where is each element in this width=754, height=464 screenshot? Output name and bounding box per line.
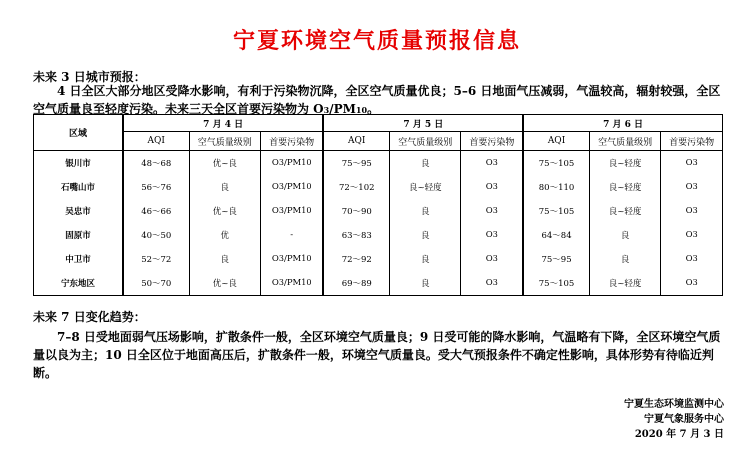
level-cell: 优~良 <box>189 199 260 223</box>
col-level-3: 空气质量级别 <box>589 132 660 151</box>
table-row <box>34 271 723 296</box>
pollutant-cell: O3/PM10 <box>260 151 323 176</box>
pollutant-cell: O3/PM10 <box>260 175 323 199</box>
aqi-cell: 75～105 <box>523 271 589 296</box>
trend-paragraph: 7–8 日受地面弱气压场影响，扩散条件一般，全区环境空气质量良；9 日受可能的降水影响，气温略有下降，全区环境空气质量以良为主；10 日全区位于地面高压后，扩散条件一般，环境空气质量良。受大气预报条件不确定性影响，具体形势有待临近判断。 <box>33 330 721 380</box>
aqi-forecast-table <box>33 114 723 296</box>
level-cell: 良 <box>589 247 660 271</box>
pollutant-cell: O3 <box>661 271 723 296</box>
footer <box>624 397 724 442</box>
aqi-cell: 64～84 <box>523 223 589 247</box>
col-pollutant-2: 首要污染物 <box>461 132 523 151</box>
aqi-cell: 63～83 <box>323 223 389 247</box>
pollutant-cell: O3 <box>661 247 723 271</box>
region-cell: 吴忠市 <box>34 199 123 223</box>
aqi-cell: 75～105 <box>523 199 589 223</box>
table-row <box>34 223 723 247</box>
table-row <box>34 175 723 199</box>
pollutant-cell: O3/PM10 <box>260 199 323 223</box>
aqi-cell: 69～89 <box>323 271 389 296</box>
aqi-cell: 56～76 <box>123 175 189 199</box>
aqi-cell: 48～68 <box>123 151 189 176</box>
level-cell: 良~轻度 <box>589 199 660 223</box>
level-cell: 优 <box>189 223 260 247</box>
region-cell: 中卫市 <box>34 247 123 271</box>
level-cell: 良 <box>390 247 461 271</box>
pollutant-cell: O3 <box>661 175 723 199</box>
page-title: 宁夏环境空气质量预报信息 <box>232 28 521 54</box>
level-cell: 良 <box>189 247 260 271</box>
pollutant-cell: O3 <box>661 223 723 247</box>
col-level-1: 空气质量级别 <box>189 132 260 151</box>
level-cell: 良 <box>189 175 260 199</box>
level-cell: 良 <box>390 271 461 296</box>
table-row <box>34 151 723 176</box>
aqi-cell: 70～90 <box>323 199 389 223</box>
aqi-cell: 75～95 <box>323 151 389 176</box>
region-cell: 银川市 <box>34 151 123 176</box>
org-monitoring-center: 宁夏生态环境监测中心 <box>624 399 724 410</box>
level-cell: 良 <box>390 199 461 223</box>
region-cell: 固原市 <box>34 223 123 247</box>
level-cell: 良~轻度 <box>589 175 660 199</box>
table-row <box>34 199 723 223</box>
aqi-cell: 50～70 <box>123 271 189 296</box>
col-aqi-1: AQI <box>123 132 189 151</box>
pollutant-cell: O3 <box>461 223 523 247</box>
issue-date: 2020 年 7 月 3 日 <box>634 429 724 440</box>
pollutant-cell: - <box>260 223 323 247</box>
aqi-cell: 40～50 <box>123 223 189 247</box>
pollutant-cell: O3 <box>661 199 723 223</box>
aqi-cell: 80～110 <box>523 175 589 199</box>
table-row <box>34 247 723 271</box>
pollutant-cell: O3 <box>461 247 523 271</box>
level-cell: 优~良 <box>189 271 260 296</box>
level-cell: 良~轻度 <box>589 151 660 176</box>
pollutant-cell: O3/PM10 <box>260 247 323 271</box>
region-cell: 宁东地区 <box>34 271 123 296</box>
level-cell: 良~轻度 <box>390 175 461 199</box>
region-header: 区域 <box>34 115 123 151</box>
col-pollutant-3: 首要污染物 <box>661 132 723 151</box>
forecast-text: 4 日全区大部分地区受降水影响，有利于污染物沉降，全区空气质量优良；5–6 日地面气压减弱，气温较高，辐射较强，全区空气质量良至轻度污染。未来三天全区首要污染物为 O <box>33 84 721 116</box>
date-header-1: 7 月 4 日 <box>123 115 324 132</box>
aqi-cell: 52～72 <box>123 247 189 271</box>
level-cell: 优~良 <box>189 151 260 176</box>
pollutant-cell: O3 <box>461 151 523 176</box>
org-meteorological-center: 宁夏气象服务中心 <box>644 414 724 425</box>
col-aqi-3: AQI <box>523 132 589 151</box>
aqi-cell: 72～102 <box>323 175 389 199</box>
pollutant-cell: O3 <box>461 175 523 199</box>
pollutant-cell: O3 <box>661 151 723 176</box>
region-cell: 石嘴山市 <box>34 175 123 199</box>
pollutant-cell: O3 <box>461 271 523 296</box>
col-pollutant-1: 首要污染物 <box>260 132 323 151</box>
col-aqi-2: AQI <box>323 132 389 151</box>
pollutant-cell: O3/PM10 <box>260 271 323 296</box>
aqi-cell: 46～66 <box>123 199 189 223</box>
forecast-paragraph: 4 日全区大部分地区受降水影响，有利于污染物沉降，全区空气质量优良；5–6 日地面气压减弱，气温较高，辐射较强，全区空气质量良至轻度污染。未来三天全区首要污染物为 O3/PM10。 <box>33 84 721 116</box>
pollutant-cell: O3 <box>461 199 523 223</box>
level-cell: 良~轻度 <box>589 271 660 296</box>
level-cell: 良 <box>390 223 461 247</box>
date-header-3: 7 月 6 日 <box>523 115 722 132</box>
aqi-cell: 75～95 <box>523 247 589 271</box>
aqi-cell: 72～92 <box>323 247 389 271</box>
forecast-tail: 。 <box>367 102 380 116</box>
level-cell: 良 <box>589 223 660 247</box>
col-level-2: 空气质量级别 <box>390 132 461 151</box>
trend-heading: 未来 7 日变化趋势： <box>33 310 146 324</box>
level-cell: 良 <box>390 151 461 176</box>
forecast-heading: 未来 3 日城市预报： <box>33 70 146 84</box>
date-header-2: 7 月 5 日 <box>323 115 523 132</box>
aqi-cell: 75～105 <box>523 151 589 176</box>
